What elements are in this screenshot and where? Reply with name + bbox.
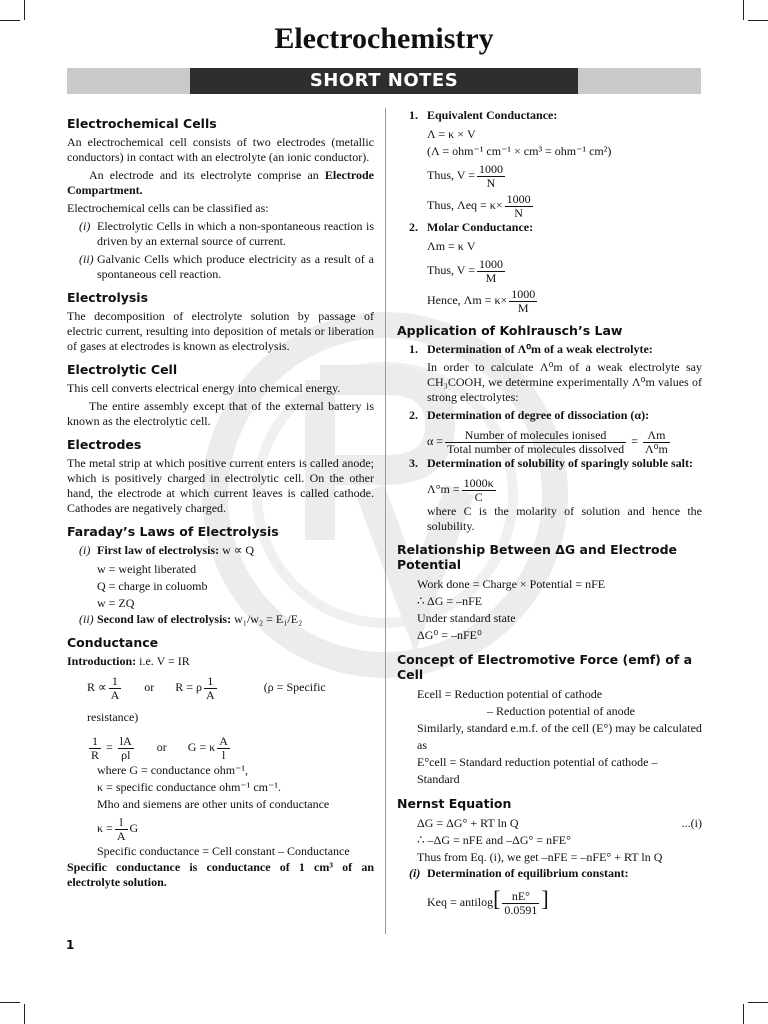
formula-line: Q = charge in coluomb <box>97 579 208 593</box>
crop-mark <box>0 1002 20 1003</box>
formula-line: ΔG⁰ = –nFE⁰ <box>417 628 482 642</box>
formula-line: α = Number of molecules ionised Total number of molecules dissolved = $\frac{\Lambda m}{\text{Λ⁰m}}$ <box>427 427 668 456</box>
formula-line: Specific conductance = Cell constant – Conductance <box>97 844 350 858</box>
right-column <box>397 108 702 917</box>
crop-mark <box>24 0 25 20</box>
section-banner: SHORT NOTES <box>190 68 578 94</box>
formula-line: Λ = κ × V <box>427 127 476 141</box>
formula-line: Mho and siemens are other units of conductance <box>97 797 330 811</box>
crop-mark <box>748 20 768 21</box>
formula-line: E°cell = Standard reduction potential of cathode – Standard <box>417 755 658 786</box>
formula-line: (Λ = ohm⁻¹ cm⁻¹ × cm³ = ohm⁻¹ cm²) <box>427 144 612 158</box>
list-item: 2. Determination of degree of dissociation (α): <box>409 408 650 422</box>
list-item: 1. Equivalent Conductance: <box>409 108 558 122</box>
page-number: 1 <box>66 938 75 952</box>
formula-line: κ = $\frac{l}{A}$ G <box>97 814 139 843</box>
crop-mark <box>743 0 744 20</box>
paragraph: Introduction: i.e. V = IR <box>67 654 190 668</box>
heading-conductance: Conductance <box>67 635 159 650</box>
heading-faraday: Faraday’s Laws of Electrolysis <box>67 524 279 539</box>
heading-electrodes: Electrodes <box>67 437 142 452</box>
paragraph: This cell converts electrical energy into chemical energy. <box>67 381 341 395</box>
list-item: 3. Determination of solubility of sparingly soluble salt: <box>409 456 694 470</box>
paragraph: In order to calculate Λ⁰m of a weak electrolyte say CH₃COOH, we determine experimentally Λ⁰m values of strong electrolytes: <box>427 360 702 404</box>
list-item: 2. Molar Conductance: <box>409 220 534 234</box>
crop-mark <box>743 1004 744 1024</box>
formula-line: w = weight liberated <box>97 562 197 576</box>
heading-electrolysis: Electrolysis <box>67 290 149 305</box>
crop-mark <box>0 20 20 21</box>
formula-line: where G = conductance ohm⁻¹, <box>97 763 248 777</box>
formula-line: Thus, Λeq = κ× $\frac{1000}{N}$ <box>427 191 531 220</box>
heading-kohlrausch: Application of Kohlrausch’s Law <box>397 323 623 338</box>
paragraph: The entire assembly except that of the external battery is known as the electrolytic cell. <box>67 399 374 428</box>
formula-line: R ∝ $\frac{1}{A}$ or R = ρ $\frac{1}{A}$ (ρ = Specific resistance) <box>87 673 326 724</box>
list-item: (i) First law of electrolysis: w ∝ Q <box>79 543 254 557</box>
formula-line: ∴ ΔG = –nFE <box>417 594 483 608</box>
heading-electrolytic-cell: Electrolytic Cell <box>67 362 178 377</box>
paragraph: Electrochemical cells can be classified as: <box>67 201 269 215</box>
formula-line: Similarly, standard e.m.f. of the cell (E°) may be calculated as <box>417 721 702 752</box>
heading-delta-g: Relationship Between ΔG and Electrode Potential <box>397 542 678 572</box>
list-item: (ii) Second law of electrolysis: w₁/w₂ = E₁/E₂ <box>79 612 303 626</box>
formula-line: κ = specific conductance ohm⁻¹ cm⁻¹. <box>97 780 281 794</box>
left-column <box>67 108 374 893</box>
heading-emf: Concept of Electromotive Force (emf) of a Cell <box>397 652 693 682</box>
formula-line: Λ°m = $\frac{1000\kappa}{C}$ <box>427 475 494 504</box>
paragraph: The metal strip at which positive current enters is called anode; which is positively charged in electrolytic cell. On the other hand, the electrode at which current leaves is called cathode. Cathodes are negatively charged. <box>67 456 374 515</box>
heading-electrochemical-cells: Electrochemical Cells <box>67 116 217 131</box>
paragraph: An electrode and its electrolyte comprise an Electrode Compartment. <box>67 168 374 197</box>
formula-line: w = ZQ <box>97 596 135 610</box>
formula-line: Ecell = Reduction potential of cathode <box>417 687 603 701</box>
list-item: 1. Determination of Λ⁰m of a weak electrolyte: <box>409 342 653 356</box>
formula-line: Work done = Charge × Potential = nFE <box>417 577 606 591</box>
crop-mark <box>24 1004 25 1024</box>
formula-line: ΔG = ΔG° + RT ln Q ...(i) <box>417 816 702 830</box>
paragraph: Specific conductance is conductance of 1 cm³ of an electrolyte solution. <box>67 860 374 889</box>
crop-mark <box>748 1002 768 1003</box>
formula-line: – Reduction potential of anode <box>487 704 635 718</box>
formula-line: ∴ –ΔG = nFE and –ΔG° = nFE° <box>417 833 571 847</box>
column-divider <box>385 108 386 934</box>
formula-line: Thus, V = $\frac{1000}{M}$ <box>427 256 503 285</box>
paragraph: where C is the molarity of solution and hence the solubility. <box>427 504 702 533</box>
list-item: (i) Electrolytic Cells in which a non-spontaneous reaction is driven by an external source of current. <box>79 219 374 248</box>
formula-line: Λm = κ V <box>427 239 476 253</box>
formula-line: Under standard state <box>417 611 516 625</box>
formula-line: Thus, V = $\frac{1000}{N}$ <box>427 161 503 190</box>
formula-line: Keq = antilog[ $\frac{nE^\circ}{0.0591}$ ] <box>427 886 549 917</box>
list-item: (ii) Galvanic Cells which produce electricity as a result of a spontaneous cell reaction. <box>79 252 374 281</box>
formula-line: $\frac{1}{R}$ = $\frac{lA}{\rho l}$ or G = κ $\frac{A}{l}$ <box>91 733 228 762</box>
paragraph: An electrochemical cell consists of two electrodes (metallic conductors) in contact with an electrolyte (an ionic conductor). <box>67 135 374 164</box>
paragraph: The decomposition of electrolyte solution by passage of electric current, resulting into deposition of metals or liberation of gases at electrodes is known as electrolysis. <box>67 309 374 353</box>
formula-line: Thus from Eq. (i), we get –nFE = –nFE° + RT ln Q <box>417 850 663 864</box>
formula-line: Hence, Λm = κ× $\frac{1000}{M}$ <box>427 286 536 315</box>
heading-nernst: Nernst Equation <box>397 796 512 811</box>
page-title: Electrochemistry <box>274 22 494 55</box>
list-item: (i) Determination of equilibrium constant: <box>409 866 629 880</box>
